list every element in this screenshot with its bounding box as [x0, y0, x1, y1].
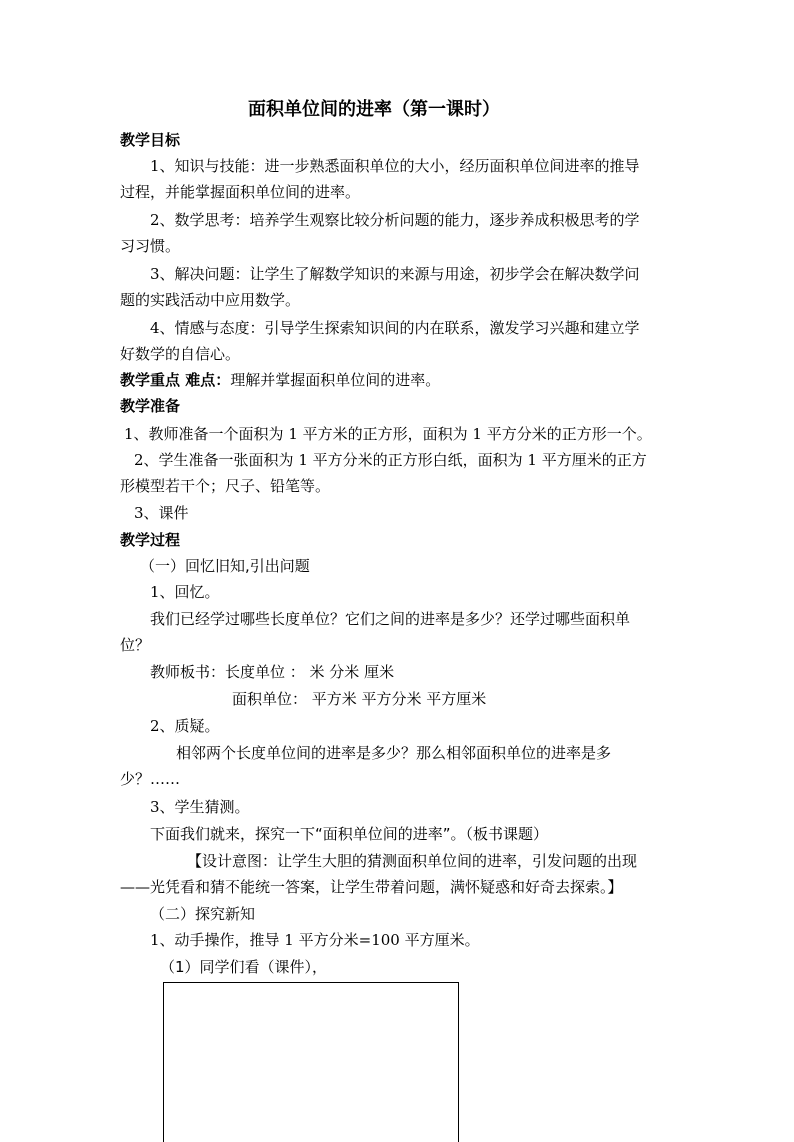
- objectives-heading: 教学目标: [120, 131, 181, 149]
- preparation-2-line-1: 2、学生准备一张面积为 1 平方分米的正方形白纸，面积为 1 平方厘米的正方: [134, 451, 647, 469]
- step-1-recall: 1、回忆。: [150, 583, 220, 601]
- design-intent-line-1: 【设计意图：让学生大胆的猜测面积单位间的进率，引发问题的出现: [187, 852, 638, 870]
- objective-1-line-1: 1、知识与技能：进一步熟悉面积单位的大小，经历面积单位间进率的推导: [150, 157, 640, 175]
- objective-2-line-1: 2、数学思考：培养学生观察比较分析问题的能力，逐步养成积极思考的学: [150, 211, 640, 229]
- question-2-line-1: 相邻两个长度单位间的进率是多少？那么相邻面积单位的进率是多: [176, 744, 612, 762]
- preparation-1: 1、教师准备一个面积为 1 平方米的正方形，面积为 1 平方分米的正方形一个。: [124, 425, 652, 443]
- preparation-3: 3、课件: [134, 504, 189, 522]
- step-4-operation: 1、动手操作，推导 1 平方分米=100 平方厘米。: [150, 931, 480, 949]
- preparation-heading: 教学准备: [120, 397, 181, 415]
- key-points-text: 理解并掌握面积单位间的进率。: [230, 371, 441, 389]
- question-1-line-2: 位？: [120, 636, 151, 654]
- objective-2-line-2: 习习惯。: [120, 237, 181, 255]
- question-1-line-1: 我们已经学过哪些长度单位？它们之间的进率是多少？还学过哪些面积单: [150, 610, 631, 628]
- objective-4-line-1: 4、情感与态度：引导学生探索知识间的内在联系，激发学习兴趣和建立学: [150, 319, 640, 337]
- step-4-sub-1: （1）同学们看（课件），: [160, 958, 328, 976]
- question-2-line-2: 少？……: [120, 770, 181, 788]
- objective-4-line-2: 好数学的自信心。: [120, 345, 241, 363]
- key-points-heading: 教学重点 难点：: [120, 371, 231, 389]
- section-2-heading: （二）探究新知: [150, 905, 256, 923]
- step-3-guess: 3、学生猜测。: [150, 798, 250, 816]
- process-heading: 教学过程: [120, 531, 181, 549]
- courseware-figure-frame: [163, 982, 459, 1142]
- step-2-question: 2、质疑。: [150, 717, 220, 735]
- design-intent-line-2: ——光凭看和猜不能统一答案，让学生带着问题，满怀疑惑和好奇去探索。】: [120, 878, 623, 896]
- objective-1-line-2: 过程，并能掌握面积单位间的进率。: [120, 183, 361, 201]
- document-title: 面积单位间的进率（第一课时）: [248, 99, 500, 120]
- key-points-line: [120, 370, 440, 390]
- board-area-units: 面积单位： 平方米 平方分米 平方厘米: [232, 690, 487, 708]
- preparation-2-line-2: 形模型若干个；尺子、铅笔等。: [120, 477, 331, 495]
- section-1-heading: （一）回忆旧知,引出问题: [140, 557, 310, 575]
- objective-3-line-1: 3、解决问题：让学生了解数学知识的来源与用途，初步学会在解决数学问: [150, 265, 640, 283]
- board-length-units: 教师板书：长度单位 ： 米 分米 厘米: [150, 663, 395, 681]
- objective-3-line-2: 题的实践活动中应用数学。: [120, 291, 301, 309]
- explore-intro: 下面我们就来，探究一下“面积单位间的进率”。（板书课题）: [150, 825, 549, 843]
